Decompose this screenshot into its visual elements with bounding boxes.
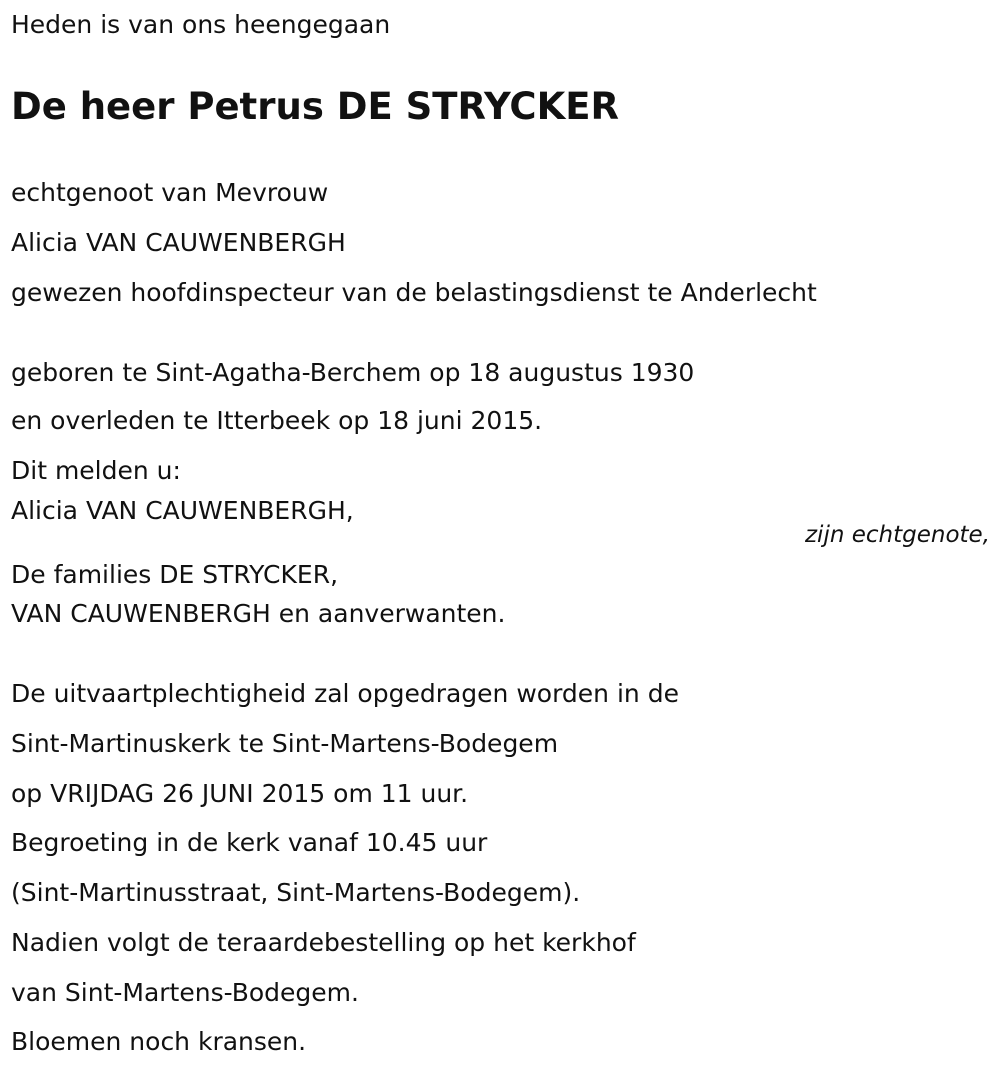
- spouse-name: Alicia VAN CAUWENBERGH: [11, 228, 346, 257]
- announcer-role: zijn echtgenote,: [804, 522, 990, 548]
- funeral-line: Begroeting in de kerk vanaf 10.45 uur: [11, 828, 488, 857]
- birth-text: geboren te Sint-Agatha-Berchem op 18 augustus 1930: [11, 358, 695, 387]
- funeral-line: van Sint-Martens-Bodegem.: [11, 978, 359, 1007]
- announcers-intro: Dit melden u:: [11, 456, 181, 485]
- funeral-line: Sint-Martinuskerk te Sint-Martens-Bodegem: [11, 729, 559, 758]
- families-line-1: De families DE STRYCKER,: [11, 560, 339, 589]
- funeral-line: op VRIJDAG 26 JUNI 2015 om 11 uur.: [11, 779, 469, 808]
- intro-text: Heden is van ons heengegaan: [11, 10, 391, 39]
- funeral-line: Nadien volgt de teraardebestelling op het kerkhof: [11, 928, 636, 957]
- announcer-name: Alicia VAN CAUWENBERGH,: [11, 496, 354, 525]
- spouse-intro: echtgenoot van Mevrouw: [11, 178, 329, 207]
- funeral-line: (Sint-Martinusstraat, Sint-Martens-Bodegem).: [11, 878, 581, 907]
- deceased-name: De heer Petrus DE STRYCKER: [11, 85, 620, 128]
- death-text: en overleden te Itterbeek op 18 juni 2015.: [11, 406, 543, 435]
- occupation-text: gewezen hoofdinspecteur van de belastingsdienst te Anderlecht: [11, 278, 817, 307]
- families-line-2: VAN CAUWENBERGH en aanverwanten.: [11, 599, 506, 628]
- funeral-line: De uitvaartplechtigheid zal opgedragen worden in de: [11, 679, 679, 708]
- funeral-line: Bloemen noch kransen.: [11, 1027, 307, 1056]
